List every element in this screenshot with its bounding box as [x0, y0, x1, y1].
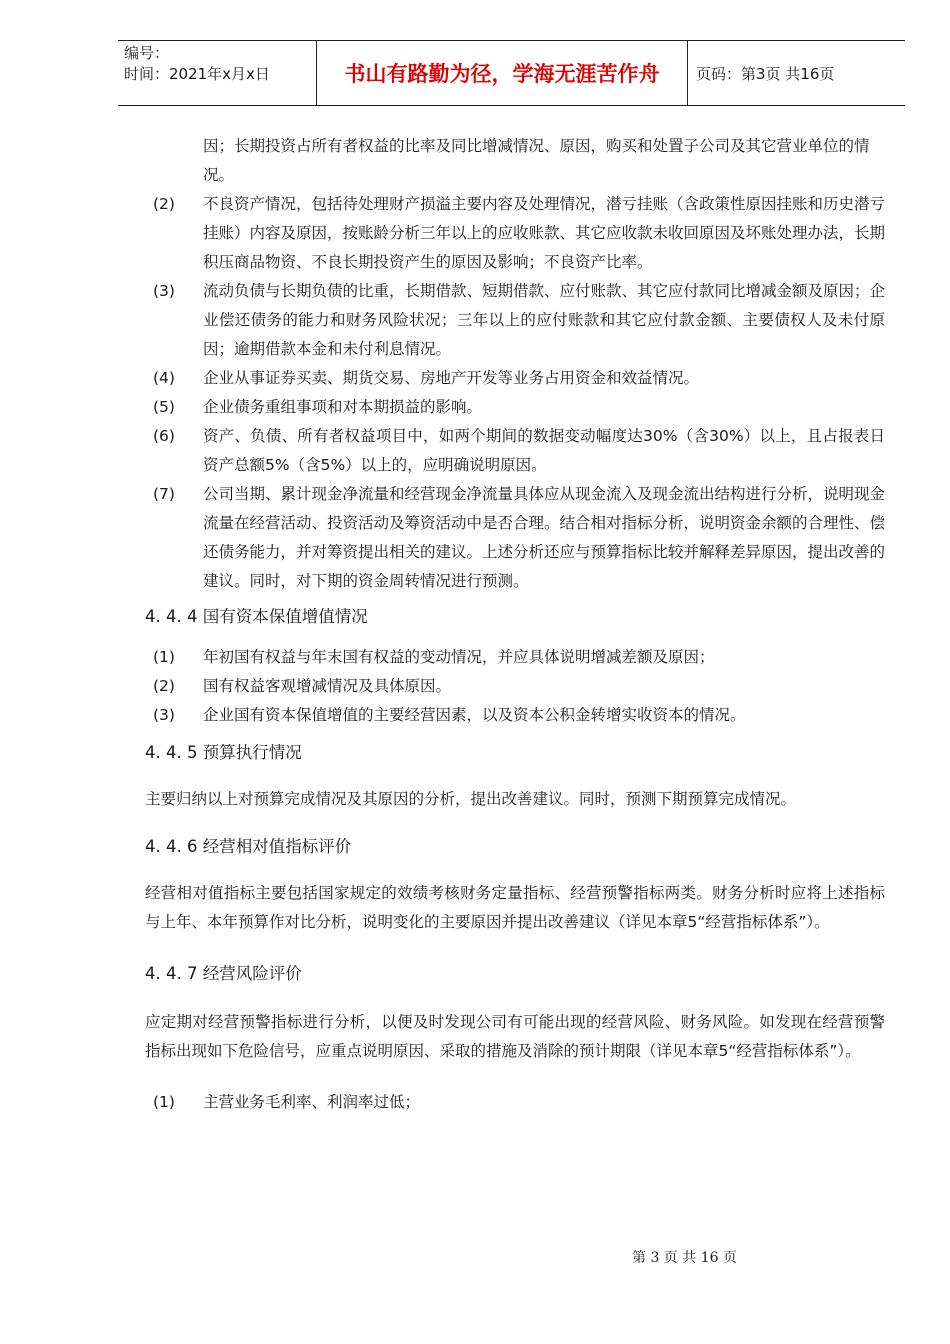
list-number: (2): [153, 195, 175, 213]
list-text: 流动负债与长期负债的比重，长期借款、短期借款、应付账款、其它应付款同比增减金额及原因；企业偿还债务的能力和财务风险状况；三年以上的应付账款和其它应付款金额、主要债权人及未付原因；逾期借款本金和未付利息情况。: [203, 282, 886, 358]
section-heading-445: 4. 4. 5 预算执行情况: [145, 743, 302, 762]
doc-time-label: 时间：2021年x月x日: [124, 65, 270, 83]
list-text: 企业债务重组事项和对本期损益的影响。: [203, 398, 483, 416]
list-item: [145, 364, 885, 393]
list-item: [145, 190, 885, 277]
list-risk-signals: [145, 1088, 885, 1117]
section-heading-446: 4. 4. 6 经营相对值指标评价: [145, 837, 352, 856]
doc-number-label: 编号：: [124, 44, 170, 62]
list-text: 不良资产情况，包括待处理财产损溢主要内容及处理情况，潜亏挂账（含政策性原因挂账和历史潜亏挂账）内容及原因，按账龄分析三年以上的应收账款、其它应收款未收回原因及坏账处理办法，长期积压商品物资、不良长期投资产生的原因及影响；不良资产比率。: [203, 195, 886, 271]
list-item: [145, 643, 885, 672]
list-number: (3): [153, 282, 175, 300]
list-item: [145, 480, 885, 596]
list-number: (6): [153, 427, 175, 445]
list-text: 主营业务毛利率、利润率过低；: [203, 1093, 421, 1111]
header-meta: [118, 41, 316, 105]
list-number: (1): [153, 1093, 175, 1111]
list-item: [145, 277, 885, 364]
list-analysis-items: [145, 190, 885, 596]
document-body: [145, 132, 885, 1117]
list-text: 年初国有权益与年末国有权益的变动情况，并应具体说明增减差额及原因；: [203, 648, 715, 666]
header-motto: 书山有路勤为径，学海无涯苦作舟: [316, 41, 688, 105]
page-footer: 第 3 页 共 16 页: [632, 1250, 737, 1266]
list-text: 企业国有资本保值增值的主要经营因素，以及资本公积金转增实收资本的情况。: [203, 706, 746, 724]
list-item: [145, 672, 885, 701]
list-number: (5): [153, 398, 175, 416]
section-heading-444: 4. 4. 4 国有资本保值增值情况: [145, 607, 368, 626]
section-paragraph-447: 应定期对经营预警指标进行分析，以便及时发现公司有可能出现的经营风险、财务风险。如发现在经营预警指标出现如下危险信号，应重点说明原因、采取的措施及消除的预计期限（详见本章5“经营指标体系”）。: [145, 1013, 885, 1060]
list-item: [145, 701, 885, 730]
list-number: (2): [153, 677, 175, 695]
list-item: [145, 1088, 885, 1117]
list-number: (3): [153, 706, 175, 724]
section-heading-447: 4. 4. 7 经营风险评价: [145, 964, 302, 983]
list-number: (4): [153, 369, 175, 387]
list-item: [145, 393, 885, 422]
list-text: 公司当期、累计现金净流量和经营现金净流量具体应从现金流入及现金流出结构进行分析，说明现金流量在经营活动、投资活动及筹资活动中是否合理。结合相对指标分析，说明资金余额的合理性、偿还债务能力，并对筹资提出相关的建议。上述分析还应与预算指标比较并解释差异原因，提出改善的建议。同时，对下期的资金周转情况进行预测。: [203, 485, 886, 590]
list-text: 企业从事证券买卖、期货交易、房地产开发等业务占用资金和效益情况。: [203, 369, 700, 387]
list-text: 资产、负债、所有者权益项目中，如两个期间的数据变动幅度达30%（含30%）以上，且占报表日资产总额5%（含5%）以上的，应明确说明原因。: [203, 427, 885, 474]
page-header: [118, 40, 905, 106]
header-page-info: 页码：第3页 共16页: [696, 64, 835, 83]
list-state-capital: [145, 643, 885, 730]
list-item: [145, 422, 885, 480]
continued-text: 因；长期投资占所有者权益的比率及同比增减情况、原因，购买和处置子公司及其它营业单位的情况。: [203, 137, 870, 184]
section-paragraph-446: 经营相对值指标主要包括国家规定的效绩考核财务定量指标、经营预警指标两类。财务分析时应将上述指标与上年、本年预算作对比分析，说明变化的主要原因并提出改善建议（详见本章5“经营指标体系”）。: [145, 884, 885, 931]
list-text: 国有权益客观增减情况及具体原因。: [203, 677, 452, 695]
list-number: (7): [153, 485, 175, 503]
list-number: (1): [153, 648, 175, 666]
section-paragraph-445: 主要归纳以上对预算完成情况及其原因的分析，提出改善建议。同时，预测下期预算完成情况。: [145, 790, 797, 808]
